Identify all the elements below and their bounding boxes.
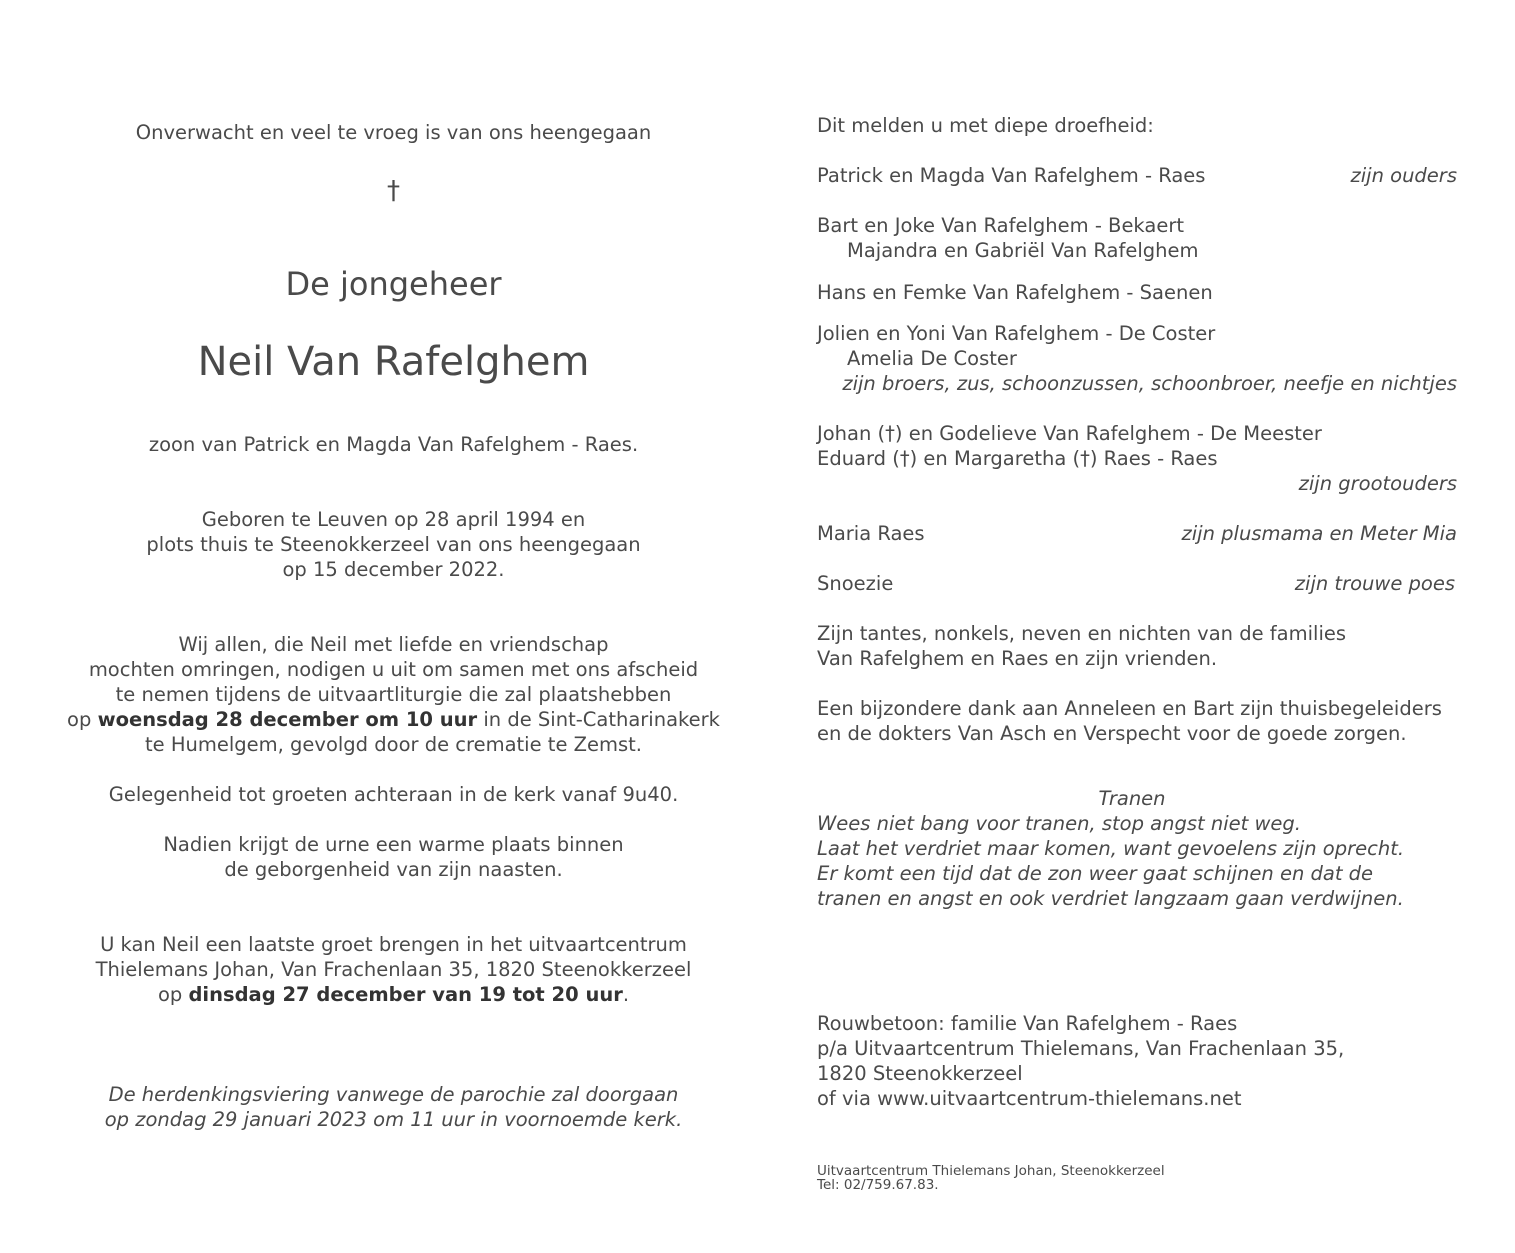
sibling-line: Bart en Joke Van Rafelghem - Bekaert	[817, 214, 1184, 237]
maria-name: Maria Raes	[817, 522, 925, 545]
grandparents-line: Eduard (†) en Margaretha (†) Raes - Raes	[817, 447, 1218, 470]
visitation-date-line	[0, 982, 787, 1007]
maria-row	[817, 521, 1457, 546]
invitation-line: te Humelgem, gevolgd door de crematie te Zemst.	[145, 733, 642, 756]
poem-line: tranen en angst en ook verdriet langzaam gaan verdwijnen.	[817, 887, 1404, 910]
parents-name: Patrick en Magda Van Rafelghem - Raes	[817, 164, 1206, 187]
memorial-line: De herdenkingsviering vanwege de parochie zal doorgaan	[108, 1083, 679, 1106]
siblings-role: zijn broers, zus, schoonzussen, schoonbroer, neefje en nichtjes	[842, 372, 1457, 395]
thanks-line: en de dokters Van Asch en Verspecht voor de goede zorgen.	[817, 722, 1407, 745]
poem-title: Tranen	[1098, 787, 1166, 810]
funeral-date-line	[0, 707, 787, 732]
parents-row	[817, 163, 1457, 188]
family-block	[817, 621, 1346, 671]
funeral-date: woensdag 28 december om 10 uur	[97, 708, 478, 731]
invitation-line: te nemen tijdens de uitvaartliturgie die zal plaatshebben	[115, 683, 672, 706]
family-line: Van Rafelghem en Raes en zijn vrienden.	[817, 647, 1218, 670]
condolence-block	[817, 1011, 1344, 1111]
thanks-block	[817, 696, 1442, 746]
greeting-info: Gelegenheid tot groeten achteraan in de kerk vanaf 9u40.	[108, 783, 679, 806]
intro-text: Onverwacht en veel te vroeg is van ons heengegaan	[135, 121, 652, 144]
poem-line: Laat het verdriet maar komen, want gevoelens zijn oprecht.	[817, 837, 1405, 860]
deceased-name: Neil Van Rafelghem	[197, 339, 590, 385]
condolence-line: p/a Uitvaartcentrum Thielemans, Van Frachenlaan 35,	[817, 1037, 1345, 1060]
maria-role: zijn plusmama en Meter Mia	[1181, 522, 1457, 545]
sibling-line: Jolien en Yoni Van Rafelghem - De Coster	[817, 322, 1216, 345]
snoezie-row	[817, 571, 1455, 596]
funeral-date-prefix: op	[67, 708, 98, 731]
visitation-suffix: .	[622, 983, 630, 1006]
footer-company: Uitvaartcentrum Thielemans Johan, Steenokkerzeel	[817, 1163, 1165, 1179]
thanks-line: Een bijzondere dank aan Anneleen en Bart zijn thuisbegeleiders	[817, 697, 1442, 720]
poem-line: Wees niet bang voor tranen, stop angst niet weg.	[817, 812, 1301, 835]
visitation-date: dinsdag 27 december van 19 tot 20 uur	[188, 983, 623, 1006]
poem	[817, 811, 1404, 911]
cross-icon: †	[387, 176, 400, 206]
invitation-line: mochten omringen, nodigen u uit om samen met ons afscheid	[88, 658, 699, 681]
sibling-children-line: Amelia De Coster	[847, 347, 1017, 370]
announcement: Dit melden u met diepe droefheid:	[817, 114, 1154, 137]
memorial-block	[0, 1082, 787, 1132]
sibling-line: Hans en Femke Van Rafelghem - Saenen	[817, 281, 1213, 304]
grandparents-role: zijn grootouders	[1298, 472, 1457, 495]
condolence-website: of via www.uitvaartcentrum-thielemans.net	[817, 1087, 1242, 1110]
poem-line: Er komt een tijd dat de zon weer gaat schijnen en dat de	[817, 862, 1374, 885]
visitation-line: U kan Neil een laatste groet brengen in het uitvaartcentrum	[100, 933, 687, 956]
urn-block	[0, 832, 787, 882]
death-line: plots thuis te Steenokkerzeel van ons heengegaan	[146, 533, 641, 556]
memorial-line: op zondag 29 januari 2023 om 11 uur in voornoemde kerk.	[104, 1108, 683, 1131]
grandparents-line: Johan (†) en Godelieve Van Rafelghem - De Meester	[817, 422, 1322, 445]
urn-line: Nadien krijgt de urne een warme plaats binnen	[163, 833, 624, 856]
snoezie-name: Snoezie	[817, 572, 894, 595]
parents-role: zijn ouders	[1350, 164, 1457, 187]
birth-line: Geboren te Leuven op 28 april 1994 en	[201, 508, 586, 531]
sibling-children-line: Majandra en Gabriël Van Rafelghem	[847, 239, 1199, 262]
urn-line: de geborgenheid van zijn naasten.	[224, 858, 563, 881]
condolence-line: 1820 Steenokkerzeel	[817, 1062, 1023, 1085]
footer	[817, 1164, 1165, 1192]
invitation-line: Wij allen, die Neil met liefde en vriendschap	[178, 633, 609, 656]
son-of: zoon van Patrick en Magda Van Rafelghem - Raes.	[148, 433, 639, 456]
visitation-block	[0, 932, 787, 1007]
birth-death-block	[0, 507, 787, 582]
visitation-prefix: op	[157, 983, 189, 1006]
family-line: Zijn tantes, nonkels, neven en nichten van de families	[817, 622, 1347, 645]
condolence-line: Rouwbetoon: familie Van Rafelghem - Raes	[817, 1012, 1238, 1035]
invitation-block	[0, 632, 787, 757]
salutation: De jongeheer	[285, 265, 502, 303]
visitation-line: Thielemans Johan, Van Frachenlaan 35, 1820 Steenokkerzeel	[95, 958, 692, 981]
snoezie-role: zijn trouwe poes	[1294, 572, 1455, 595]
funeral-church: in de Sint-Catharinakerk	[477, 708, 720, 731]
death-date-line: op 15 december 2022.	[282, 558, 505, 581]
footer-phone: Tel: 02/759.67.83.	[817, 1177, 939, 1193]
